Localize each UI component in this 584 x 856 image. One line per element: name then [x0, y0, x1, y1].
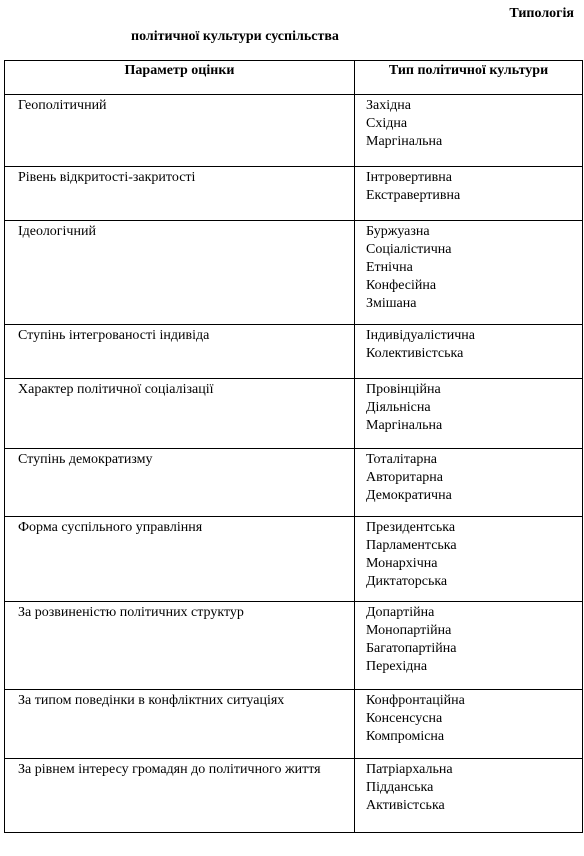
culture-type-item: Конфесійна	[366, 278, 437, 293]
culture-types-cell	[355, 517, 583, 602]
parameter-cell: Геополітичний	[5, 95, 355, 167]
culture-type-item: Компромісна	[366, 729, 445, 744]
culture-type-item: Західна	[366, 98, 411, 113]
culture-types-cell	[355, 602, 583, 690]
table-header-row	[5, 61, 583, 95]
culture-type-item: Інтровертивна	[366, 170, 452, 185]
culture-type-item: Диктаторська	[366, 574, 448, 589]
culture-type-item: Маргінальна	[366, 134, 443, 149]
culture-type-item: Східна	[366, 116, 408, 131]
table-row	[5, 95, 583, 167]
culture-type-item: Монопартійна	[366, 623, 452, 638]
culture-type-item: Соціалістична	[366, 242, 452, 257]
culture-type-item: Парламентська	[366, 538, 457, 553]
parameter-cell: За рівнем інтересу громадян до політичного життя	[5, 759, 355, 833]
culture-types-cell	[355, 95, 583, 167]
culture-type-item: Індивідуалістична	[366, 328, 475, 343]
table-row	[5, 602, 583, 690]
culture-type-item: Провінційна	[366, 382, 441, 397]
table-row	[5, 325, 583, 379]
culture-type-item: Конфронтаційна	[366, 693, 465, 708]
culture-type-item: Екстравертивна	[366, 188, 461, 203]
parameter-cell: За типом поведінки в конфліктних ситуаціях	[5, 690, 355, 759]
culture-type-item: Багатопартійна	[366, 641, 457, 656]
culture-types-cell	[355, 449, 583, 517]
culture-types-cell	[355, 221, 583, 325]
table-row	[5, 759, 583, 833]
table-row	[5, 690, 583, 759]
culture-type-item: Демократична	[366, 488, 452, 503]
culture-type-item: Перехідна	[366, 659, 428, 674]
culture-type-item: Монархічна	[366, 556, 438, 571]
culture-type-item: Патріархальна	[366, 762, 453, 777]
culture-type-item: Підданська	[366, 780, 434, 795]
culture-type-item: Консенсусна	[366, 711, 443, 726]
parameter-cell: Характер політичної соціалізації	[5, 379, 355, 449]
culture-types-cell	[355, 690, 583, 759]
culture-type-item: Президентська	[366, 520, 456, 535]
parameter-cell: Ступінь інтегрованості індивіда	[5, 325, 355, 379]
culture-type-item: Авторитарна	[366, 470, 444, 485]
table-row	[5, 449, 583, 517]
culture-types-cell	[355, 167, 583, 221]
culture-type-item: Маргінальна	[366, 418, 443, 433]
culture-type-item: Тоталітарна	[366, 452, 438, 467]
parameter-cell: За розвиненістю політичних структур	[5, 602, 355, 690]
document-title-line2: політичної культури суспільства	[131, 29, 339, 44]
parameter-cell: Ідеологічний	[5, 221, 355, 325]
culture-type-item: Етнічна	[366, 260, 413, 275]
table-row	[5, 221, 583, 325]
table-row	[5, 167, 583, 221]
culture-type-item: Допартійна	[366, 605, 435, 620]
culture-type-item: Змішана	[366, 296, 417, 311]
parameter-cell: Рівень відкритості-закритості	[5, 167, 355, 221]
table-row	[5, 517, 583, 602]
culture-type-item: Буржуазна	[366, 224, 430, 239]
column-header-type: Тип політичної культури	[355, 61, 583, 95]
parameter-cell: Форма суспільного управління	[5, 517, 355, 602]
culture-types-cell	[355, 759, 583, 833]
culture-types-cell	[355, 325, 583, 379]
culture-type-item: Діяльнісна	[366, 400, 431, 415]
document-title-line1: Типологія	[509, 6, 574, 21]
table-row	[5, 379, 583, 449]
culture-types-cell	[355, 379, 583, 449]
culture-type-item: Колективістська	[366, 346, 464, 361]
column-header-parameter: Параметр оцінки	[5, 61, 355, 95]
culture-type-item: Активістська	[366, 798, 445, 813]
parameter-cell: Ступінь демократизму	[5, 449, 355, 517]
typology-table	[4, 60, 583, 833]
